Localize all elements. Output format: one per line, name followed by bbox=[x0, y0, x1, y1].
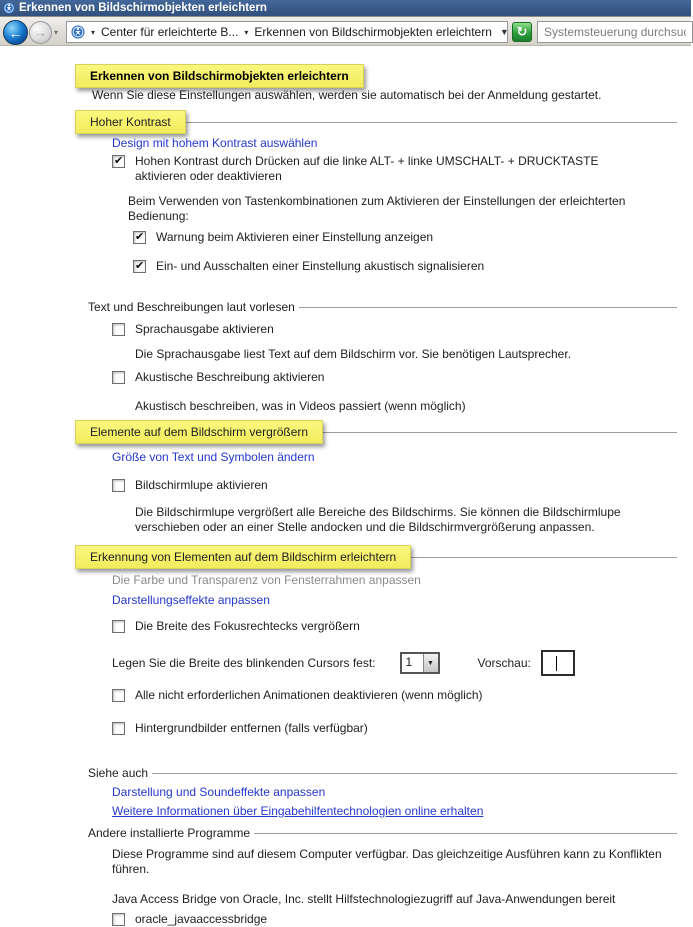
breadcrumb-item-root[interactable]: Center für erleichterte B... bbox=[101, 25, 239, 39]
breadcrumb-item-current[interactable]: Erkennen von Bildschirmobjekten erleichtern bbox=[254, 25, 492, 39]
audio-description-description: Akustisch beschreiben, was in Videos passiert (wenn möglich) bbox=[135, 399, 466, 413]
section-title: Siehe auch bbox=[88, 766, 149, 780]
section-header-high-contrast bbox=[75, 110, 677, 134]
narrator-description: Die Sprachausgabe liest Text auf dem Bildschirm vor. Sie benötigen Lautsprecher. bbox=[135, 347, 572, 361]
settings-page bbox=[0, 46, 691, 927]
assistive-technologies-online-link[interactable]: Weitere Informationen über Eingabehilfentechnologien online erhalten bbox=[112, 804, 484, 818]
refresh-button[interactable]: ↻ bbox=[512, 22, 532, 42]
section-rule bbox=[323, 432, 677, 433]
keyboard-shortcut-note: Beim Verwenden von Tastenkombinationen zum Aktivieren der Einstellungen der erleichterten Bedienung: bbox=[128, 194, 626, 223]
oracle-java-access-bridge-row[interactable] bbox=[112, 912, 691, 927]
animations-row[interactable] bbox=[112, 688, 691, 703]
section-rule bbox=[254, 833, 677, 834]
warning-label: Warnung beim Aktivieren einer Einstellung anzeigen bbox=[156, 230, 434, 244]
section-title: Erkennung von Elementen auf dem Bildschirm erleichtern bbox=[90, 550, 397, 564]
section-title: Elemente auf dem Bildschirm vergrößern bbox=[90, 425, 309, 439]
sound-signal-label: Ein- und Ausschalten einer Einstellung akustisch signalisieren bbox=[156, 259, 485, 273]
high-contrast-toggle-row[interactable] bbox=[112, 154, 691, 184]
section-header-visibility bbox=[75, 545, 677, 569]
page-title-highlight bbox=[75, 64, 364, 88]
high-contrast-toggle-checkbox[interactable] bbox=[112, 155, 125, 168]
section-title: Andere installierte Programme bbox=[88, 826, 251, 840]
section-header-magnify bbox=[75, 420, 677, 444]
magnifier-description: Die Bildschirmlupe vergrößert alle Bereiche des Bildschirms. Sie können die Bildschirmlupe verschieben oder an einer Stelle andocken und die Bildschirmvergrößerung anpassen. bbox=[135, 505, 621, 534]
cursor-width-value: 1 bbox=[405, 655, 413, 669]
section-title-highlight bbox=[75, 420, 323, 444]
section-title: Text und Beschreibungen laut vorlesen bbox=[88, 300, 295, 314]
window-frame-color-link-disabled: Die Farbe und Transparenz von Fensterrahmen anpassen bbox=[112, 573, 421, 587]
section-rule bbox=[411, 557, 677, 558]
cursor-width-select[interactable] bbox=[400, 652, 440, 674]
recent-pages-chevron-icon[interactable]: ▾ bbox=[54, 28, 59, 37]
background-images-checkbox[interactable] bbox=[112, 722, 125, 735]
focus-rectangle-label: Die Breite des Fokusrechtecks vergrößern bbox=[135, 619, 360, 633]
visual-effects-link[interactable]: Darstellungseffekte anpassen bbox=[112, 593, 270, 607]
narrator-row[interactable] bbox=[112, 322, 691, 337]
text-size-link[interactable]: Größe von Text und Symbolen ändern bbox=[112, 450, 315, 464]
java-access-bridge-description: Java Access Bridge von Oracle, Inc. stellt Hilfstechnologiezugriff auf Java-Anwendungen bereit bbox=[112, 892, 616, 906]
choose-high-contrast-theme-link[interactable]: Design mit hohem Kontrast auswählen bbox=[112, 136, 318, 150]
search-input[interactable] bbox=[537, 21, 693, 43]
section-title: Hoher Kontrast bbox=[90, 115, 171, 129]
cursor-preview-box bbox=[541, 650, 575, 676]
breadcrumb-separator-icon[interactable]: ▾ bbox=[244, 27, 249, 37]
back-button[interactable]: ← bbox=[3, 20, 28, 45]
breadcrumb-dropdown-icon[interactable]: ▾ bbox=[91, 27, 96, 37]
section-rule bbox=[152, 773, 677, 774]
sound-signal-row[interactable] bbox=[133, 259, 691, 274]
appearance-sound-effects-link[interactable]: Darstellung und Soundeffekte anpassen bbox=[112, 785, 326, 799]
chevron-down-icon[interactable]: ▼ bbox=[423, 654, 438, 672]
page-subtitle: Wenn Sie diese Einstellungen auswählen, werden sie automatisch bei der Anmeldung gestartet. bbox=[92, 88, 602, 102]
section-title-highlight bbox=[75, 545, 411, 569]
narrator-checkbox[interactable] bbox=[112, 323, 125, 336]
audio-description-label: Akustische Beschreibung aktivieren bbox=[135, 370, 325, 384]
breadcrumb[interactable] bbox=[66, 21, 508, 43]
cursor-width-row bbox=[112, 650, 691, 676]
page-title: Erkennen von Bildschirmobjekten erleichtern bbox=[90, 69, 349, 83]
section-title-highlight bbox=[75, 110, 186, 134]
section-rule bbox=[186, 122, 677, 123]
navigation-bar bbox=[0, 16, 691, 46]
focus-rectangle-checkbox[interactable] bbox=[112, 620, 125, 633]
background-images-label: Hintergrundbilder entfernen (falls verfügbar) bbox=[135, 721, 368, 735]
oracle-java-access-bridge-label: oracle_javaaccessbridge bbox=[135, 912, 268, 926]
cursor-width-label: Legen Sie die Breite des blinkenden Cursors fest: bbox=[112, 656, 376, 670]
magnifier-row[interactable] bbox=[112, 478, 691, 493]
preview-label: Vorschau: bbox=[477, 656, 531, 670]
narrator-label: Sprachausgabe aktivieren bbox=[135, 322, 274, 336]
audio-description-checkbox[interactable] bbox=[112, 371, 125, 384]
other-programs-description: Diese Programme sind auf diesem Computer verfügbar. Das gleichzeitige Ausführen kann zu Konflikten führen. bbox=[112, 847, 662, 876]
magnifier-checkbox[interactable] bbox=[112, 479, 125, 492]
high-contrast-toggle-label: Hohen Kontrast durch Drücken auf die linke ALT- + linke UMSCHALT- + DRUCKTASTE aktivieren oder deaktivieren bbox=[135, 154, 599, 183]
cursor-preview-group bbox=[478, 650, 575, 676]
animations-checkbox[interactable] bbox=[112, 689, 125, 702]
address-dropdown-icon[interactable]: ▼ bbox=[499, 27, 509, 37]
section-header-narration bbox=[88, 300, 677, 314]
accessibility-icon bbox=[71, 25, 85, 39]
section-header-other-programs bbox=[88, 826, 677, 840]
warning-checkbox[interactable] bbox=[133, 231, 146, 244]
warning-row[interactable] bbox=[133, 230, 691, 245]
animations-label: Alle nicht erforderlichen Animationen deaktivieren (wenn möglich) bbox=[135, 688, 483, 702]
window-titlebar bbox=[0, 0, 691, 16]
accessibility-icon bbox=[3, 2, 15, 14]
audio-description-row[interactable] bbox=[112, 370, 691, 385]
sound-signal-checkbox[interactable] bbox=[133, 260, 146, 273]
oracle-java-access-bridge-checkbox[interactable] bbox=[112, 913, 125, 926]
window-title: Erkennen von Bildschirmobjekten erleichtern bbox=[19, 2, 267, 14]
section-rule bbox=[299, 307, 677, 308]
forward-button[interactable]: → bbox=[29, 21, 52, 44]
background-images-row[interactable] bbox=[112, 721, 691, 736]
focus-rectangle-row[interactable] bbox=[112, 619, 691, 634]
magnifier-label: Bildschirmlupe aktivieren bbox=[135, 478, 268, 492]
cursor-preview-caret bbox=[556, 656, 557, 671]
section-header-see-also bbox=[88, 766, 677, 780]
